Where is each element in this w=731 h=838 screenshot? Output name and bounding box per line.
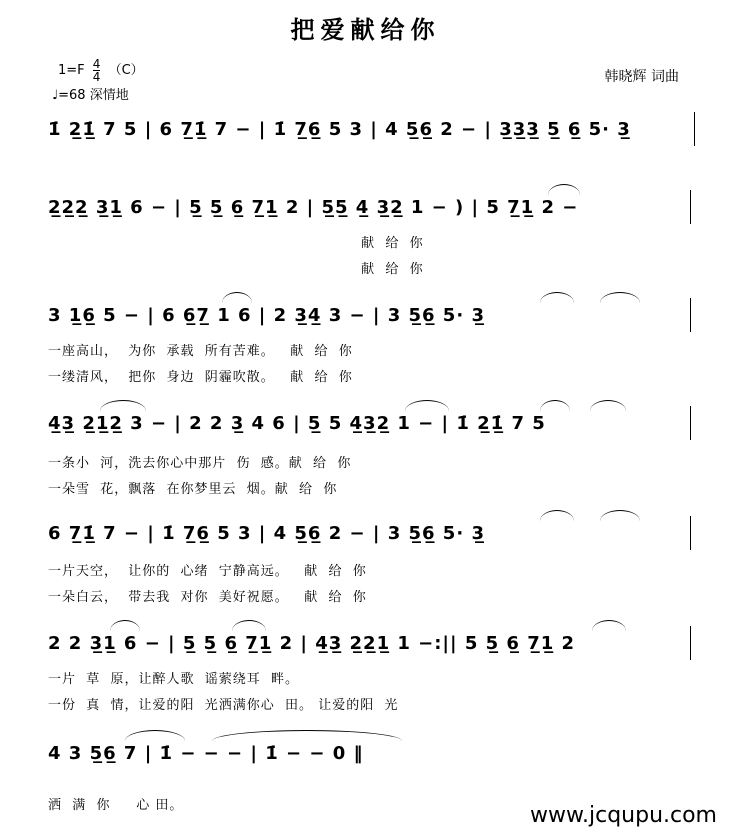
lyric-line-1: 一座高山， 为你 承载 所有苦难。 献 给 你 <box>48 344 353 359</box>
time-denominator: 4 <box>92 70 101 84</box>
notation-line: 4 3 5̲6̲ 7 | 1̇ − − − | 1̇ − − 0 ‖ <box>48 742 364 764</box>
notation-line: 2 2 3̲1̲ 6 − | 5̲ 5̲ 6̲ 7̲1̲ 2 | 4̲3̲ 2̲2̲1̲ 1 −:|| 5 5̲ 6̲ 7̲1̲ 2 <box>48 632 576 654</box>
notation-line: 3 1̲6̲ 5 − | 6 6̲7̲ 1 6 | 2 3̲4̲ 3 − | 3 5̲6̲ 5· 3̲ <box>48 304 485 326</box>
slur <box>232 620 266 631</box>
bar-line <box>690 190 691 224</box>
slur <box>222 292 252 303</box>
notation-line: 1̇ 2̲1̲̇ 7 5 | 6 7̲1̲̇ 7 − | 1̇ 7̲6̲ 5 3 | 4 5̲6̲ 2 − | 3̲3̲3̲ 5̲ 6̲ 5· 3̲ <box>48 118 631 140</box>
lyric-line-1: 一条小 河，洗去你心中那片 伤 感。献 给 你 <box>48 456 352 471</box>
tempo-marking: ♩=68 深情地 <box>52 88 129 103</box>
composer-credit: 韩晓辉 词曲 <box>604 69 679 85</box>
time-signature <box>93 58 101 83</box>
bar-line <box>690 406 691 440</box>
lyric-line-1: 一片 草 原，让醉人歌 谣萦绕耳 畔。 <box>48 672 300 687</box>
slur <box>540 510 574 521</box>
lyric-line-1: 一片天空， 让你的 心绪 宁静高远。 献 给 你 <box>48 564 367 579</box>
website-watermark: www.jcqupu.com <box>530 803 717 828</box>
slur <box>540 292 574 303</box>
lyric-line-2: 一缕清风， 把你 身边 阴霾吹散。 献 给 你 <box>48 370 353 385</box>
key-signature <box>58 58 144 83</box>
lyric-line-2: 一份 真 情，让爱的阳 光洒满你心 田。 让爱的阳 光 <box>48 698 399 713</box>
notation-line: 4̲3̲ 2̲1̲2̲ 3 − | 2 2 3̲ 4 6 | 5̲ 5 4̲3̲2̲ 1 − | 1̇ 2̲1̲̇ 7 5 <box>48 412 546 434</box>
staff-row-5 <box>0 518 731 618</box>
slur <box>600 510 640 521</box>
song-title: 把爱献给你 <box>290 15 441 44</box>
key-label: 1=F <box>58 63 85 78</box>
slur <box>405 400 449 411</box>
slur <box>100 400 146 411</box>
lyric-line-1: 献 给 你 <box>48 236 424 251</box>
bar-line <box>690 516 691 550</box>
notation-line: 2̲2̲2̲ 3̲1̲ 6 − | 5̲ 5̲ 6̲ 7̲1̲ 2 | 5̲5̲ 4̲ 3̲2̲ 1 − ) | 5 7̲1̲ 2 − <box>48 196 579 218</box>
key-mode: （C） <box>108 63 144 78</box>
lyric-line-2: 一朵雪 花，飘落 在你梦里云 烟。献 给 你 <box>48 482 338 497</box>
slur <box>590 400 626 411</box>
notation-line: 6 7̲1̲̇ 7 − | 1̇ 7̲6̲ 5 3 | 4 5̲6̲ 2 − | 3 5̲6̲ 5· 3̲ <box>48 522 485 544</box>
slur <box>540 400 570 411</box>
slur <box>125 730 185 741</box>
lyric-line-2: 献 给 你 <box>48 262 424 277</box>
time-numerator: 4 <box>92 57 101 71</box>
bar-line <box>690 298 691 332</box>
lyric-line-1: 洒 满 你 心 田。 <box>48 798 184 813</box>
slur <box>110 620 140 631</box>
staff-row-3 <box>0 300 731 400</box>
slur <box>600 292 640 303</box>
lyric-line-2: 一朵白云， 带去我 对你 美好祝愿。 献 给 你 <box>48 590 367 605</box>
bar-line <box>694 112 695 146</box>
staff-row-6 <box>0 628 731 728</box>
bar-line <box>690 626 691 660</box>
slur <box>212 730 402 741</box>
staff-row-4 <box>0 408 731 508</box>
slur <box>592 620 626 631</box>
staff-row-2 <box>0 192 731 292</box>
